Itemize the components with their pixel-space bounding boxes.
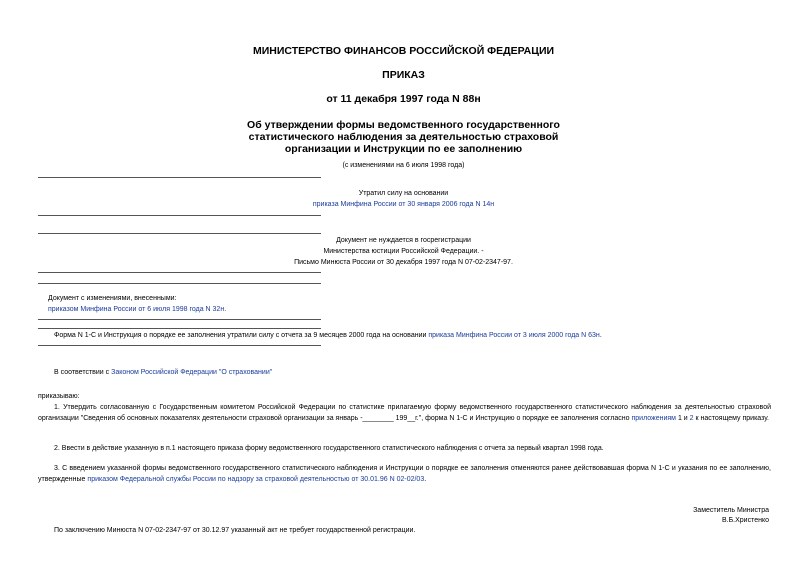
doc-title bbox=[0, 119, 807, 155]
form-note-link[interactable]: приказа Минфина России от 3 июля 2000 года N 63н bbox=[428, 332, 600, 339]
signature-block bbox=[693, 506, 769, 526]
item-1-mid2: к bbox=[693, 415, 699, 422]
footer-note: По заключению Минюста N 07-02-2347-97 от 30.12.97 указанный акт не требует государственной регистрации. bbox=[54, 527, 416, 534]
divider bbox=[38, 345, 321, 346]
divider bbox=[38, 272, 321, 273]
lost-force-link[interactable]: приказа Минфина России от 30 января 2006 года N 14н bbox=[312, 201, 495, 208]
doc-type-heading: ПРИКАЗ bbox=[382, 69, 425, 81]
item-1-text: 1. Утвердить согласованную с Государственным комитетом Российской Федерации по статистике прилагаемую форму ведомственного государственного статистического наблюдения за деятельностью страховой организации "Сведения об основных показателях деятельности страховой организации за январь -________ 199__г.", форма N 1-С и Инструкцию о порядке ее заполнения согласно bbox=[38, 404, 771, 422]
item-2: 2. Ввести в действие указанную в п.1 настоящего приказа форму ведомственного государственного статистического наблюдения с отчета за первый квартал 1998 года. bbox=[54, 445, 604, 452]
item-3-text: 3. С введением указанной формы ведомственного государственного статистического наблюдения и Инструкции о порядке ее заполнения отменяются ранее действовавшая форма N 1-С и указания по ее заполнению, утвержденные bbox=[38, 465, 771, 483]
changes-link[interactable]: приказом Минфина России от 6 июля 1998 года N 32н. bbox=[48, 306, 227, 313]
item-3 bbox=[38, 463, 771, 485]
item-3-end: . bbox=[424, 476, 427, 483]
doc-title-line: статистического наблюдения за деятельностью страховой bbox=[248, 131, 559, 143]
basis-line bbox=[54, 368, 272, 378]
form-note-text: Форма N 1-С и Инструкция о порядке ее заполнения утратили силу с отчета за 9 месяцев 2000 года на основании bbox=[54, 332, 429, 339]
item-1 bbox=[38, 402, 771, 424]
registration-line-2: Министерства юстиции Российской Федерации. - bbox=[323, 248, 484, 255]
form-note-tail: . bbox=[599, 332, 602, 339]
basis-prefix: В соответствии с bbox=[54, 369, 112, 376]
divider bbox=[38, 283, 321, 284]
doc-title-line: Об утверждении формы ведомственного государственного bbox=[247, 119, 560, 131]
changes-label: Документ с изменениями, внесенными: bbox=[48, 295, 177, 302]
registration-line-3: Письмо Минюста России от 30 декабря 1997 года N 07-02-2347-97. bbox=[294, 259, 513, 266]
lost-force-text: Утратил силу на основании bbox=[358, 190, 449, 197]
order-word: приказываю: bbox=[38, 393, 80, 400]
signature-name: В.Б.Христенко bbox=[721, 517, 769, 524]
annex-2-link[interactable]: 2 bbox=[689, 415, 694, 422]
item-3-link[interactable]: приказом Федеральной службы России по надзору за страховой деятельностью от 30.01.96 N 02-02/03 bbox=[87, 476, 425, 483]
form-note bbox=[54, 331, 794, 341]
basis-law-link[interactable]: Законом Российской Федерации "О страховании" bbox=[111, 369, 273, 376]
registration-line-1: Документ не нуждается в госрегистрации bbox=[336, 237, 471, 244]
divider bbox=[38, 328, 321, 329]
doc-title-line: организации и Инструкции по ее заполнению bbox=[284, 143, 523, 155]
signature-position: Заместитель Министра bbox=[693, 507, 769, 514]
item-1-mid: 1 и bbox=[676, 415, 690, 422]
doc-date-number: от 11 декабря 1997 года N 88н bbox=[326, 93, 481, 105]
divider bbox=[38, 233, 321, 234]
divider bbox=[38, 319, 321, 320]
divider bbox=[38, 177, 321, 178]
divider bbox=[38, 215, 321, 216]
ministry-heading: МИНИСТЕРСТВО ФИНАНСОВ РОССИЙСКОЙ ФЕДЕРАЦИИ bbox=[252, 45, 555, 57]
amendments-note: (с изменениями на 6 июля 1998 года) bbox=[342, 162, 465, 169]
item-1-end: настоящему приказу. bbox=[700, 415, 769, 422]
annex-link[interactable]: приложениям bbox=[631, 415, 676, 422]
